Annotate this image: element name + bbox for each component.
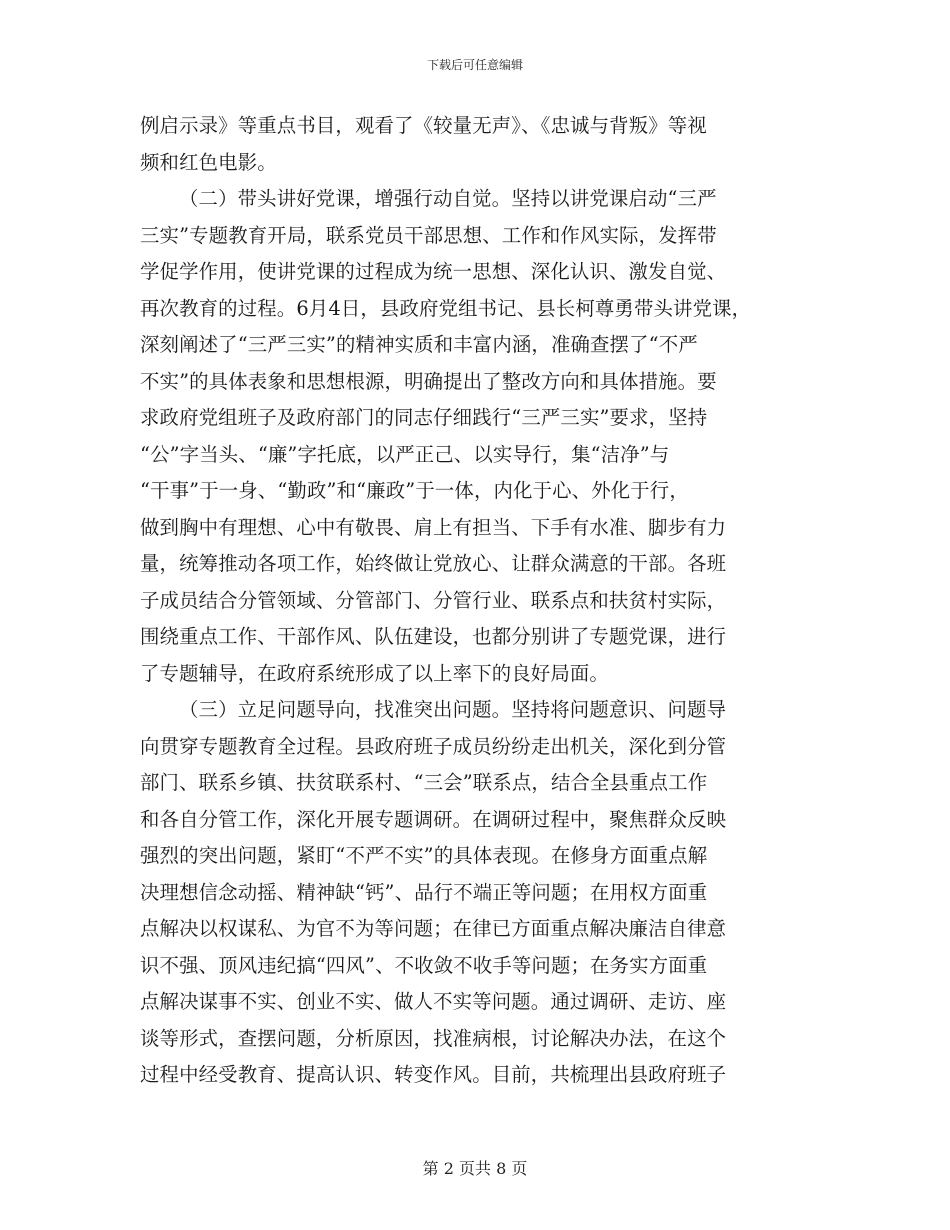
text-line: 再次教育的过程。6月4日，县政府党组书记、县长柯尊勇带头讲党课， (140, 296, 752, 320)
text-line: 点解决以权谋私、为官不为等问题；在律已方面重点解决廉洁自律意 (140, 917, 727, 940)
text-line: 子成员结合分管领域、分管部门、分管行业、联系点和扶贫村实际， (140, 588, 727, 612)
text-line: 三实”专题教育开局，联系党员干部思想、工作和作风实际，发挥带 (140, 223, 717, 247)
text-line: 学促学作用，使讲党课的过程成为统一思想、深化认识、激发自觉、 (140, 260, 727, 283)
document-body (140, 108, 830, 1094)
text-line: 向贯穿专题教育全过程。县政府班子成员纷纷走出机关，深化到分管 (140, 734, 727, 758)
text-line: 深刻阐述了“三严三实”的精神实质和丰富内涵，准确查摆了“不严 (140, 333, 698, 356)
text-line: 部门、联系乡镇、扶贫联系村、“三会”联系点，结合全县重点工作 (140, 771, 708, 794)
text-line: 频和红色电影。 (140, 150, 277, 174)
text-line: “干事”于一身、“勤政”和“廉政”于一体，内化于心、外化于行， (140, 479, 689, 502)
text-line: 例启示录》等重点书目，观看了《较量无声》、《忠诚与背叛》等视 (140, 114, 707, 137)
text-line: 过程中经受教育、提高认识、转变作风。目前，共梳理出县政府班子 (140, 1063, 727, 1086)
text-line: 强烈的突出问题，紧盯“不严不实”的具体表现。在修身方面重点解 (140, 844, 708, 867)
text-line: 围绕重点工作、干部作风、队伍建设，也都分别讲了专题党课，进行 (140, 625, 727, 648)
text-line: 谈等形式，查摆问题，分析原因，找准病根，讨论解决办法，在这个 (140, 1026, 727, 1050)
text-line: 识不强、顶风违纪搞“四风”、不收敛不收手等问题；在务实方面重 (140, 953, 708, 977)
text-line: 和各自分管工作，深化开展专题调研。在调研过程中，聚焦群众反映 (140, 807, 727, 831)
text-line: “公”字当头、“廉”字托底，以严正己、以实导行，集“洁净”与 (140, 442, 670, 466)
text-line: 量，统筹推动各项工作，始终做让党放心、让群众满意的干部。各班 (140, 552, 727, 575)
text-line: 求政府党组班子及政府部门的同志仔细践行“三严三实”要求，坚持 (140, 406, 708, 429)
page-footer: 第 2 页共 8 页 (422, 1159, 528, 1178)
text-line: 做到胸中有理想、心中有敬畏、肩上有担当、下手有水准、脚步有力 (140, 515, 727, 539)
text-line: 了专题辅导，在政府系统形成了以上率下的良好局面。 (140, 661, 609, 685)
text-line: （二）带头讲好党课，增强行动自觉。坚持以讲党课启动“三严 (179, 187, 717, 210)
text-line: 决理想信念动摇、精神缺“钙”、品行不端正等问题；在用权方面重 (140, 880, 708, 904)
text-line: 不实”的具体表象和思想根源，明确提出了整改方向和具体措施。要 (140, 369, 717, 393)
text-line: （三）立足问题导向，找准突出问题。坚持将问题意识、问题导 (179, 698, 727, 721)
text-line: 点解决谋事不实、创业不实、做人不实等问题。通过调研、走访、座 (140, 990, 727, 1013)
page-header: 下载后可任意编辑 (426, 58, 523, 72)
